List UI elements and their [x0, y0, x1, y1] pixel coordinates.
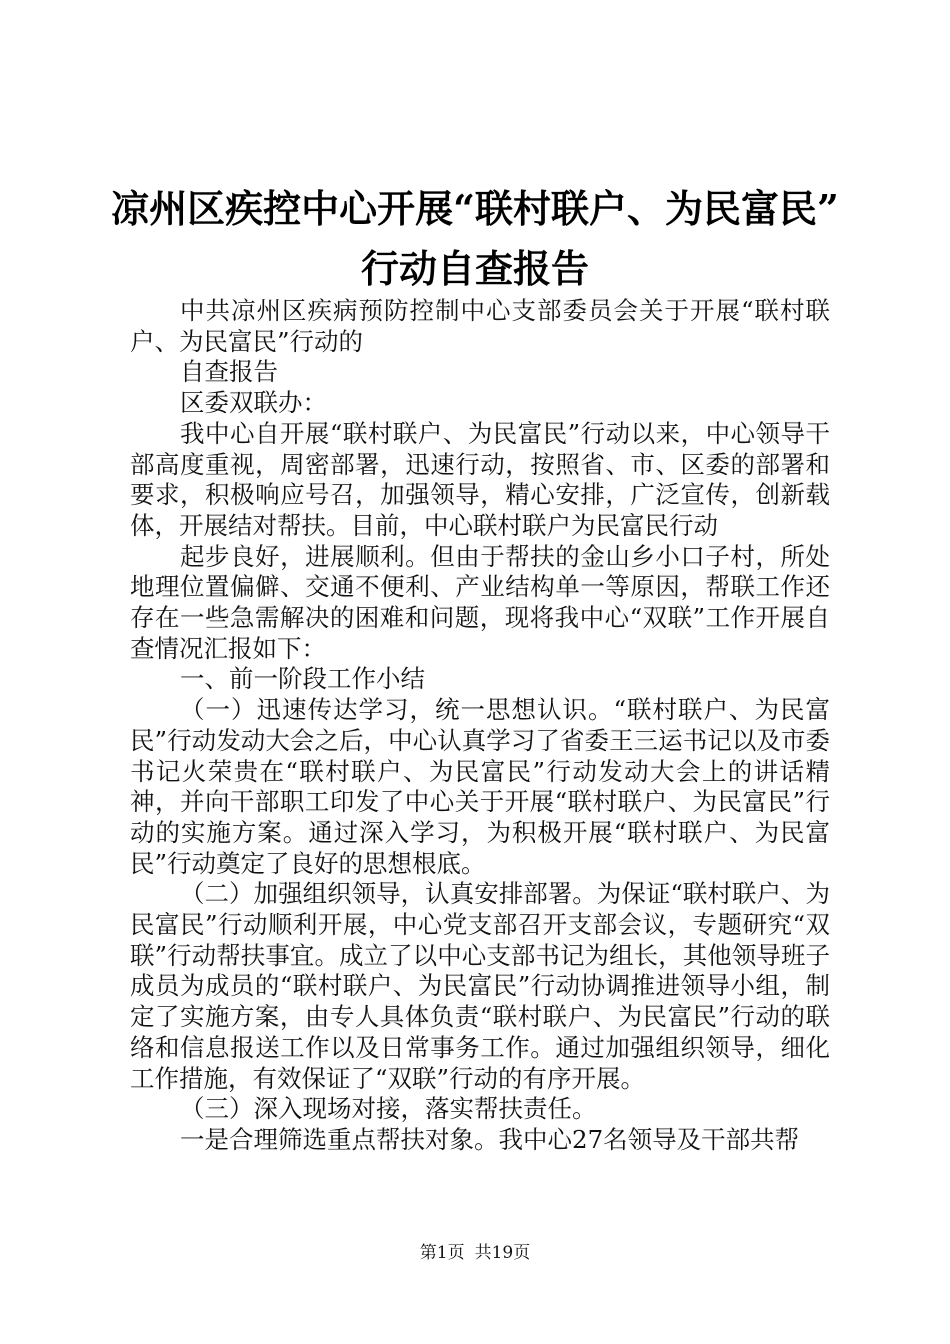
paragraph-intro-continued: 起步良好，进展顺利。但由于帮扶的金山乡小口子村，所处地理位置偏僻、交通不便利、产业结构单一等原因，帮联工作还存在一些急需解决的困难和问题，现将我中心“双联”工作开展自查情况汇报如下： — [130, 541, 830, 663]
paragraph-item-1: （一）迅速传达学习，统一思想认识。“联村联户、为民富民”行动发动大会之后，中心认真学习了省委王三运书记以及市委书记火荣贵在“联村联户、为民富民”行动发动大会上的讲话精神，并向干部职工印发了中心关于开展“联村联户、为民富民”行动的实施方案。通过深入学习，为积极开展“联村联户、为民富民”行动奠定了良好的思想根底。 — [130, 695, 830, 878]
paragraph-salutation: 区委双联办： — [180, 388, 327, 418]
paragraph-heading-org: 中共凉州区疾病预防控制中心支部委员会关于开展“联村联户、为民富民”行动的 — [130, 296, 830, 356]
paragraph-item-3-detail: 一是合理筛选重点帮扶对象。我中心27名领导及干部共帮 — [180, 1124, 800, 1154]
paragraph-intro: 我中心自开展“联村联户、为民富民”行动以来，中心领导干部高度重视，周密部署，迅速行动，按照省、市、区委的部署和要求，积极响应号召，加强领导，精心安排，广泛宣传，创新载体，开展结对帮扶。目前，中心联村联户为民富民行动 — [130, 418, 830, 540]
document-title-line-2: 行动自查报告 — [360, 246, 589, 291]
page-number-total: 共19页 — [474, 1243, 531, 1263]
paragraph-subtitle: 自查报告 — [180, 357, 278, 387]
page-number-current: 第1页 — [419, 1243, 465, 1263]
paragraph-item-2: （二）加强组织领导，认真安排部署。为保证“联村联户、为民富民”行动顺利开展，中心党支部召开支部会议，专题研究“双联”行动帮扶事宜。成立了以中心支部书记为组长，其他领导班子成员为成员的“联村联户、为民富民”行动协调推进领导小组，制定了实施方案，由专人具体负责“联村联户、为民富民”行动的联络和信息报送工作以及日常事务工作。通过加强组织领导，细化工作措施，有效保证了“双联”行动的有序开展。 — [130, 879, 830, 1093]
document-title-line-1: 凉州区疾控中心开展“联村联户、为民富民” — [111, 186, 839, 231]
section-heading-1: 一、前一阶段工作小结 — [180, 664, 425, 694]
page-footer — [0, 1242, 950, 1264]
document-body — [130, 296, 830, 1156]
paragraph-item-3: （三）深入现场对接，落实帮扶责任。 — [180, 1094, 597, 1124]
